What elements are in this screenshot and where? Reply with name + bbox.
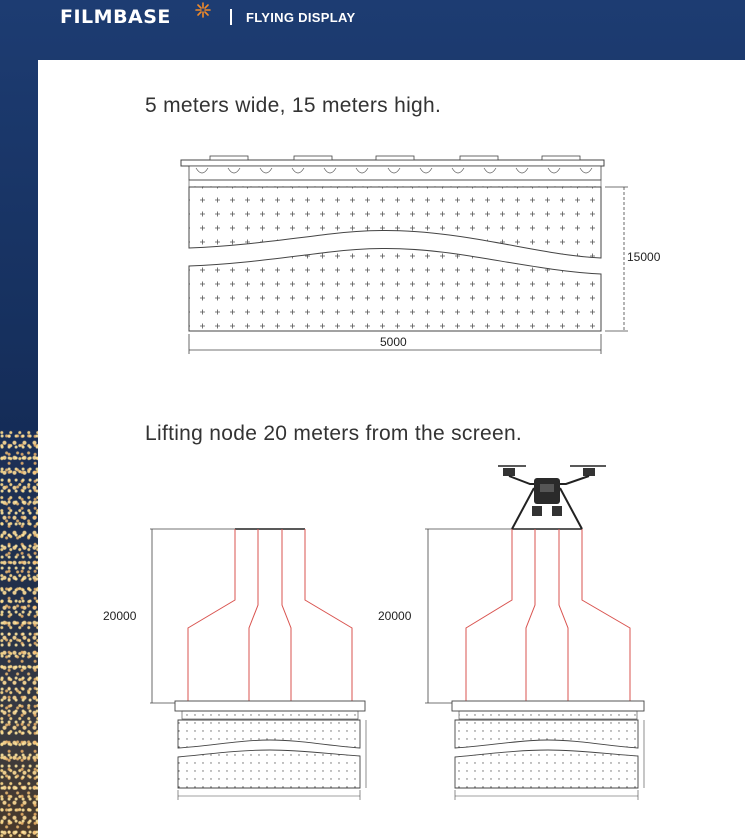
hoist-diagram-right (425, 529, 644, 800)
brand-logo: FILMBASE (60, 6, 171, 28)
heading-size: 5 meters wide, 15 meters high. (145, 94, 442, 117)
drone-icon (498, 466, 606, 529)
right-height-label: 20000 (378, 609, 412, 623)
heading-lifting: Lifting node 20 meters from the screen. (145, 422, 523, 445)
left-height-label: 20000 (103, 609, 137, 623)
section-label: FLYING DISPLAY (246, 10, 356, 25)
hoist-diagram-left (150, 529, 366, 800)
screen-diagram-front (181, 156, 628, 354)
height-dimension-label: 15000 (627, 250, 661, 264)
width-dimension-label: 5000 (380, 335, 407, 349)
